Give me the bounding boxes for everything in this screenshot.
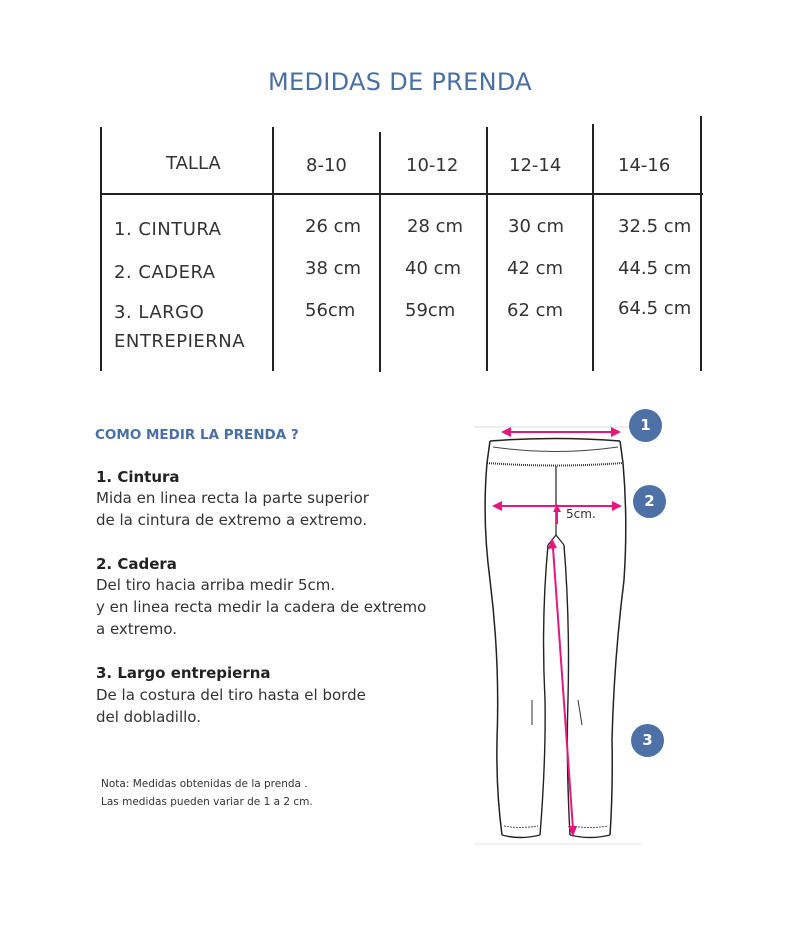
table-cell: 64.5 cm bbox=[618, 298, 692, 319]
table-cell: 26 cm bbox=[305, 216, 362, 237]
table-cell: 59cm bbox=[405, 300, 456, 321]
page-title: MEDIDAS DE PRENDA bbox=[268, 68, 532, 96]
header-size-14-16: 14-16 bbox=[618, 155, 671, 176]
table-divider bbox=[272, 127, 274, 371]
leggings-illustration-icon bbox=[470, 405, 700, 855]
table-border-left bbox=[100, 127, 102, 371]
table-divider bbox=[486, 127, 488, 371]
step-title-largo: 3. Largo entrepierna bbox=[96, 664, 271, 682]
badge-1-cintura: 1 bbox=[629, 409, 662, 442]
table-cell: 42 cm bbox=[507, 258, 564, 279]
table-header-divider bbox=[101, 193, 703, 195]
step-line: del dobladillo. bbox=[96, 708, 201, 726]
table-cell: 56cm bbox=[305, 300, 356, 321]
step-line: a extremo. bbox=[96, 620, 178, 638]
table-divider bbox=[379, 132, 381, 372]
table-cell: 30 cm bbox=[508, 216, 565, 237]
howto-title: COMO MEDIR LA PRENDA ? bbox=[95, 427, 299, 443]
table-border-right bbox=[700, 116, 702, 371]
header-size-8-10: 8-10 bbox=[306, 155, 347, 176]
step-text-cadera bbox=[96, 574, 426, 640]
step-text-cintura bbox=[96, 487, 369, 531]
table-divider bbox=[592, 124, 594, 371]
note-line: Las medidas pueden variar de 1 a 2 cm. bbox=[101, 796, 313, 808]
badge-2-cadera: 2 bbox=[633, 485, 666, 518]
row-label-largo bbox=[114, 298, 245, 356]
table-cell: 38 cm bbox=[305, 258, 362, 279]
header-size-12-14: 12-14 bbox=[509, 155, 562, 176]
note-line: Nota: Medidas obtenidas de la prenda . bbox=[101, 778, 308, 790]
table-cell: 32.5 cm bbox=[618, 216, 692, 237]
table-cell: 40 cm bbox=[405, 258, 462, 279]
table-cell: 28 cm bbox=[407, 216, 464, 237]
step-line: y en linea recta medir la cadera de extremo bbox=[96, 598, 427, 616]
header-size-10-12: 10-12 bbox=[406, 155, 459, 176]
step-title-cintura: 1. Cintura bbox=[96, 468, 180, 486]
table-cell: 44.5 cm bbox=[618, 258, 692, 279]
step-line: Mida en linea recta la parte superior bbox=[96, 489, 369, 507]
row-label-cintura: 1. CINTURA bbox=[114, 219, 222, 240]
offset-label: 5cm. bbox=[566, 507, 596, 521]
step-title-cadera: 2. Cadera bbox=[96, 555, 177, 573]
badge-3-largo: 3 bbox=[631, 724, 664, 757]
step-line: de la cintura de extremo a extremo. bbox=[96, 511, 367, 529]
step-text-largo bbox=[96, 684, 366, 728]
leggings-diagram bbox=[470, 405, 700, 855]
table-cell: 62 cm bbox=[507, 300, 564, 321]
header-talla: TALLA bbox=[166, 153, 221, 174]
step-line: De la costura del tiro hasta el borde bbox=[96, 686, 366, 704]
row-label-line: ENTREPIERNA bbox=[114, 331, 246, 352]
row-label-line: 3. LARGO bbox=[114, 302, 205, 323]
row-label-cadera: 2. CADERA bbox=[114, 262, 216, 283]
measurement-note bbox=[101, 775, 313, 811]
step-line: Del tiro hacia arriba medir 5cm. bbox=[96, 576, 336, 594]
